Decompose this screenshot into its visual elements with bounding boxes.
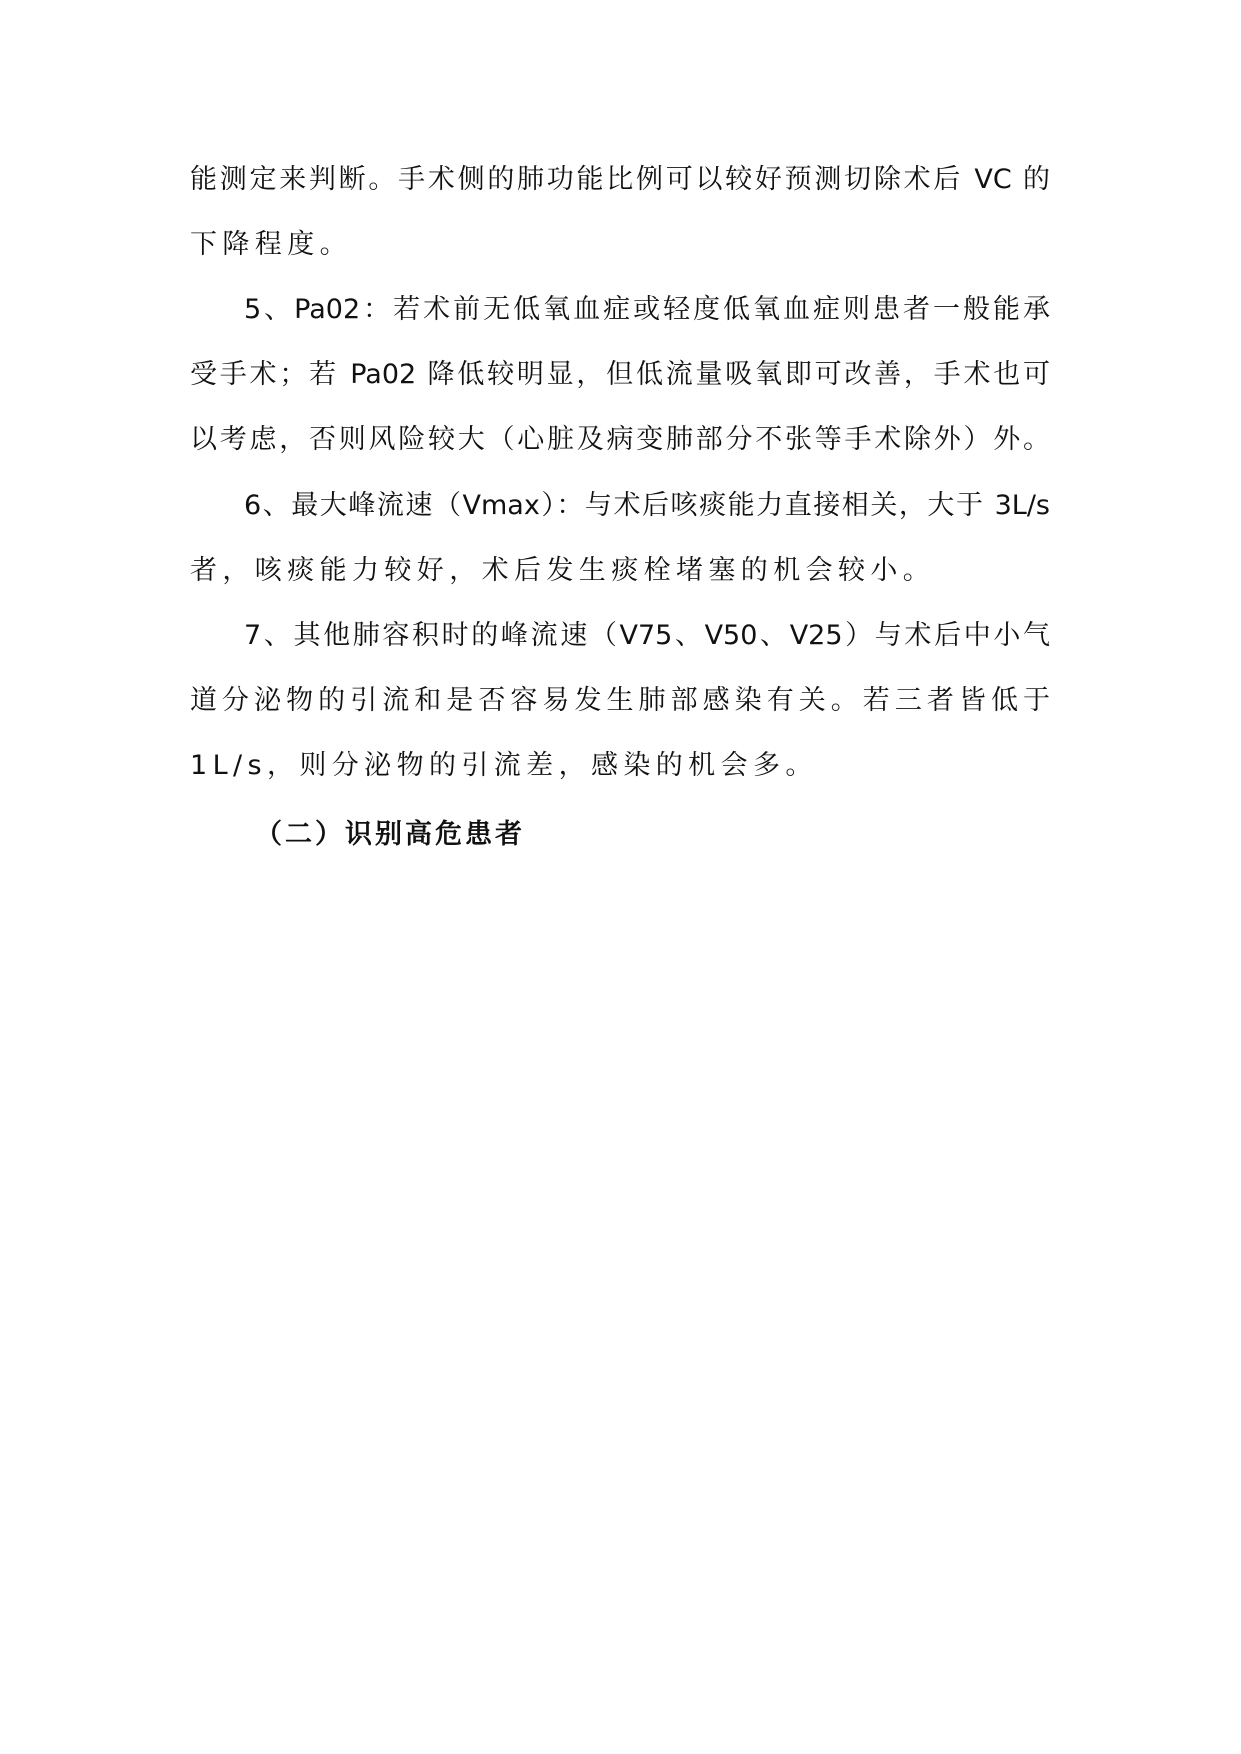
- paragraph-line: 6、最大峰流速（Vmax）：与术后咳痰能力直接相关，大于 3L/s: [244, 490, 1050, 521]
- paragraph-line: 7、其他肺容积时的峰流速（V75、V50、V25）与术后中小气: [244, 620, 1050, 651]
- section-heading: （二）识别高危患者: [255, 819, 525, 850]
- paragraph-line: 道分泌物的引流和是否容易发生肺部感染有关。若三者皆低于: [190, 685, 1050, 716]
- paragraph-line: 者，咳痰能力较好，术后发生痰栓堵塞的机会较小。: [190, 555, 936, 586]
- paragraph-line: 5、Pa02：若术前无低氧血症或轻度低氧血症则患者一般能承: [244, 294, 1050, 325]
- paragraph-line: 下降程度。: [190, 229, 352, 260]
- paragraph-line: 能测定来判断。手术侧的肺功能比例可以较好预测切除术后 VC 的: [190, 164, 1050, 195]
- paragraph-line: 以考虑，否则风险较大（心脏及病变肺部分不张等手术除外）外。: [190, 424, 1050, 455]
- paragraph-line: 受手术；若 Pa02 降低较明显，但低流量吸氧即可改善，手术也可: [190, 359, 1050, 390]
- paragraph-line: 1L/s，则分泌物的引流差，感染的机会多。: [190, 750, 818, 781]
